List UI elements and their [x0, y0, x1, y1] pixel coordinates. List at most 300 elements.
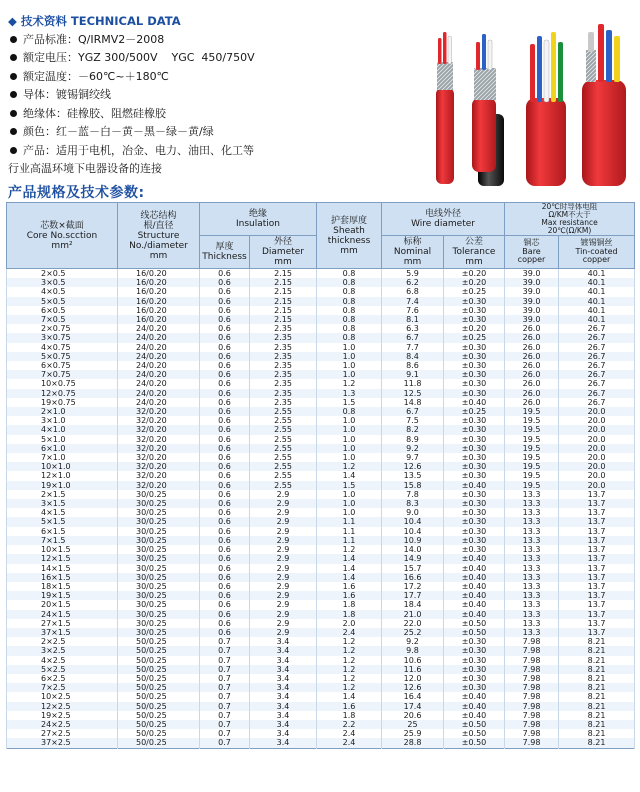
cell-core: 3×0.75	[7, 333, 118, 342]
cell-structure: 30/0.25	[118, 610, 200, 619]
cell-bare-copper: 19.5	[505, 444, 559, 453]
cell-sheath: 1.1	[317, 536, 382, 545]
header-resistance: 20℃时导体电阻 Ω/KM不大于 Max resistance 20℃(Ω/KM)	[505, 203, 635, 236]
table-row	[7, 425, 635, 434]
cell-tolerance: ±0.40	[444, 573, 505, 582]
cell-sheath: 1.0	[317, 444, 382, 453]
cell-core: 27×1.5	[7, 619, 118, 628]
table-row	[7, 508, 635, 517]
cell-core: 2×0.5	[7, 269, 118, 279]
cell-core: 20×1.5	[7, 600, 118, 609]
cell-bare-copper: 13.3	[505, 628, 559, 637]
header-nominal: 标称 Nominal mm	[382, 236, 444, 269]
cell-diameter: 3.4	[250, 683, 317, 692]
table-row	[7, 628, 635, 637]
cell-sheath: 1.0	[317, 352, 382, 361]
cell-core: 4×1.5	[7, 508, 118, 517]
cell-nominal: 17.4	[382, 702, 444, 711]
cell-bare-copper: 7.98	[505, 646, 559, 655]
cell-nominal: 12.6	[382, 462, 444, 471]
cell-tin-coated-copper: 8.21	[559, 665, 635, 674]
cell-thickness: 0.6	[200, 444, 250, 453]
cell-nominal: 10.4	[382, 517, 444, 526]
cell-nominal: 25.9	[382, 729, 444, 738]
cell-structure: 50/0.25	[118, 720, 200, 729]
table-row	[7, 444, 635, 453]
cell-tolerance: ±0.40	[444, 398, 505, 407]
cell-diameter: 2.15	[250, 306, 317, 315]
cell-nominal: 9.1	[382, 370, 444, 379]
cell-core: 37×1.5	[7, 628, 118, 637]
cell-bare-copper: 7.98	[505, 674, 559, 683]
table-row	[7, 379, 635, 388]
cell-tolerance: ±0.50	[444, 729, 505, 738]
cell-diameter: 3.4	[250, 674, 317, 683]
cell-core: 12×1.5	[7, 554, 118, 563]
spec-item	[8, 68, 418, 87]
cell-bare-copper: 7.98	[505, 683, 559, 692]
cell-sheath: 0.8	[317, 297, 382, 306]
cell-tolerance: ±0.40	[444, 481, 505, 490]
cell-tolerance: ±0.30	[444, 545, 505, 554]
cell-structure: 32/0.20	[118, 453, 200, 462]
cell-bare-copper: 7.98	[505, 656, 559, 665]
table-row	[7, 619, 635, 628]
cell-thickness: 0.6	[200, 269, 250, 279]
cell-structure: 50/0.25	[118, 738, 200, 748]
cell-core: 7×0.75	[7, 370, 118, 379]
cell-bare-copper: 7.98	[505, 702, 559, 711]
cell-diameter: 2.35	[250, 361, 317, 370]
cell-bare-copper: 39.0	[505, 278, 559, 287]
cell-tin-coated-copper: 8.21	[559, 683, 635, 692]
table-row	[7, 287, 635, 296]
cell-diameter: 2.9	[250, 527, 317, 536]
cell-thickness: 0.6	[200, 591, 250, 600]
cell-tin-coated-copper: 13.7	[559, 628, 635, 637]
cell-tolerance: ±0.30	[444, 453, 505, 462]
table-row	[7, 738, 635, 748]
cell-diameter: 3.4	[250, 711, 317, 720]
cell-tolerance: ±0.50	[444, 619, 505, 628]
cell-diameter: 2.55	[250, 425, 317, 434]
cell-nominal: 13.5	[382, 471, 444, 480]
cell-structure: 16/0.20	[118, 297, 200, 306]
cell-diameter: 3.4	[250, 720, 317, 729]
cell-bare-copper: 13.3	[505, 582, 559, 591]
cell-nominal: 6.8	[382, 287, 444, 296]
cell-tin-coated-copper: 13.7	[559, 527, 635, 536]
cell-structure: 16/0.20	[118, 315, 200, 324]
cell-core: 19×1.5	[7, 591, 118, 600]
cell-diameter: 2.55	[250, 471, 317, 480]
cell-structure: 30/0.25	[118, 628, 200, 637]
cell-diameter: 2.35	[250, 398, 317, 407]
cell-thickness: 0.6	[200, 398, 250, 407]
cell-structure: 32/0.20	[118, 425, 200, 434]
cell-sheath: 0.8	[317, 324, 382, 333]
cell-core: 3×1.0	[7, 416, 118, 425]
bullet-icon	[10, 147, 17, 154]
cell-tin-coated-copper: 26.7	[559, 324, 635, 333]
cell-structure: 32/0.20	[118, 471, 200, 480]
cell-nominal: 9.7	[382, 453, 444, 462]
cell-tin-coated-copper: 8.21	[559, 720, 635, 729]
spec-item	[8, 31, 418, 50]
cell-tin-coated-copper: 40.1	[559, 315, 635, 324]
cell-core: 4×2.5	[7, 656, 118, 665]
table-row	[7, 582, 635, 591]
cell-sheath: 1.5	[317, 398, 382, 407]
cell-core: 6×2.5	[7, 674, 118, 683]
cell-tin-coated-copper: 40.1	[559, 306, 635, 315]
cable-red-multicore	[526, 98, 566, 186]
spec-item-text: 产品：适用于电机，冶金、电力、油田、化工等	[23, 143, 254, 157]
cell-tolerance: ±0.40	[444, 600, 505, 609]
cell-bare-copper: 39.0	[505, 315, 559, 324]
cell-thickness: 0.6	[200, 527, 250, 536]
header-wire-diameter: 电线外径 Wire diameter	[382, 203, 505, 236]
spec-item-text: 颜色：红－蓝－白－黄－黑－绿－黄/绿	[23, 125, 214, 138]
bullet-icon	[10, 91, 17, 98]
spec-item	[8, 49, 418, 68]
cell-core: 6×1.0	[7, 444, 118, 453]
cell-sheath: 1.8	[317, 610, 382, 619]
cell-thickness: 0.6	[200, 619, 250, 628]
cell-nominal: 8.4	[382, 352, 444, 361]
cell-thickness: 0.6	[200, 471, 250, 480]
cell-bare-copper: 13.3	[505, 527, 559, 536]
cell-bare-copper: 7.98	[505, 711, 559, 720]
header-insulation: 绝缘 Insulation	[200, 203, 317, 236]
cell-structure: 24/0.20	[118, 370, 200, 379]
cell-thickness: 0.6	[200, 333, 250, 342]
cell-diameter: 2.9	[250, 610, 317, 619]
cell-nominal: 16.6	[382, 573, 444, 582]
cell-nominal: 25.2	[382, 628, 444, 637]
cell-core: 7×2.5	[7, 683, 118, 692]
cell-bare-copper: 26.0	[505, 389, 559, 398]
cell-tin-coated-copper: 20.0	[559, 453, 635, 462]
table-row	[7, 389, 635, 398]
spec-item	[8, 123, 418, 142]
cell-structure: 16/0.20	[118, 278, 200, 287]
cell-tolerance: ±0.30	[444, 306, 505, 315]
cell-thickness: 0.6	[200, 499, 250, 508]
cell-tin-coated-copper: 13.7	[559, 600, 635, 609]
cell-tin-coated-copper: 13.7	[559, 517, 635, 526]
cell-tin-coated-copper: 26.7	[559, 379, 635, 388]
cell-core: 7×1.5	[7, 536, 118, 545]
cell-sheath: 1.0	[317, 416, 382, 425]
table-row	[7, 665, 635, 674]
table-row	[7, 435, 635, 444]
cell-thickness: 0.6	[200, 600, 250, 609]
spec-table	[6, 202, 635, 749]
cell-thickness: 0.6	[200, 610, 250, 619]
cell-structure: 24/0.20	[118, 352, 200, 361]
table-row	[7, 462, 635, 471]
cell-structure: 30/0.25	[118, 591, 200, 600]
cell-structure: 30/0.25	[118, 527, 200, 536]
table-row	[7, 545, 635, 554]
cell-bare-copper: 19.5	[505, 425, 559, 434]
cell-tolerance: ±0.30	[444, 637, 505, 646]
cell-core: 12×2.5	[7, 702, 118, 711]
table-row	[7, 527, 635, 536]
table-row	[7, 656, 635, 665]
cell-nominal: 8.9	[382, 435, 444, 444]
cell-thickness: 0.6	[200, 628, 250, 637]
cell-thickness: 0.6	[200, 564, 250, 573]
cell-tin-coated-copper: 20.0	[559, 425, 635, 434]
cell-core: 2×0.75	[7, 324, 118, 333]
cell-sheath: 1.3	[317, 389, 382, 398]
cell-structure: 50/0.25	[118, 692, 200, 701]
cell-diameter: 2.9	[250, 499, 317, 508]
cell-tin-coated-copper: 8.21	[559, 637, 635, 646]
cell-diameter: 2.35	[250, 370, 317, 379]
cell-diameter: 3.4	[250, 637, 317, 646]
cell-core: 7×0.5	[7, 315, 118, 324]
cell-core: 18×1.5	[7, 582, 118, 591]
cell-bare-copper: 13.3	[505, 545, 559, 554]
cell-tolerance: ±0.30	[444, 425, 505, 434]
cell-thickness: 0.6	[200, 416, 250, 425]
cell-tin-coated-copper: 26.7	[559, 370, 635, 379]
table-row	[7, 416, 635, 425]
header-diameter: 外径 Diameter mm	[250, 236, 317, 269]
cell-diameter: 2.55	[250, 481, 317, 490]
cell-tolerance: ±0.40	[444, 610, 505, 619]
cell-sheath: 0.8	[317, 269, 382, 279]
cell-bare-copper: 13.3	[505, 610, 559, 619]
cell-tolerance: ±0.50	[444, 628, 505, 637]
cell-tolerance: ±0.25	[444, 287, 505, 296]
cell-bare-copper: 26.0	[505, 398, 559, 407]
cell-bare-copper: 39.0	[505, 287, 559, 296]
cell-diameter: 3.4	[250, 646, 317, 655]
cell-thickness: 0.6	[200, 582, 250, 591]
cell-nominal: 7.6	[382, 306, 444, 315]
cell-bare-copper: 26.0	[505, 324, 559, 333]
cell-core: 5×0.75	[7, 352, 118, 361]
cell-sheath: 1.0	[317, 435, 382, 444]
cell-structure: 30/0.25	[118, 545, 200, 554]
cell-diameter: 2.15	[250, 315, 317, 324]
cell-tin-coated-copper: 20.0	[559, 481, 635, 490]
cell-diameter: 2.9	[250, 573, 317, 582]
table-row	[7, 610, 635, 619]
cell-bare-copper: 39.0	[505, 306, 559, 315]
cell-tolerance: ±0.30	[444, 490, 505, 499]
cell-tin-coated-copper: 13.7	[559, 591, 635, 600]
cell-sheath: 1.0	[317, 343, 382, 352]
cell-structure: 24/0.20	[118, 333, 200, 342]
cell-tolerance: ±0.40	[444, 554, 505, 563]
cell-tin-coated-copper: 20.0	[559, 407, 635, 416]
cell-thickness: 0.6	[200, 287, 250, 296]
cell-thickness: 0.7	[200, 720, 250, 729]
cell-bare-copper: 7.98	[505, 720, 559, 729]
cell-nominal: 8.6	[382, 361, 444, 370]
cell-tin-coated-copper: 8.21	[559, 729, 635, 738]
cell-core: 24×1.5	[7, 610, 118, 619]
cell-sheath: 1.4	[317, 554, 382, 563]
cell-thickness: 0.6	[200, 361, 250, 370]
cell-core: 10×0.75	[7, 379, 118, 388]
cell-core: 2×2.5	[7, 637, 118, 646]
cell-bare-copper: 7.98	[505, 637, 559, 646]
table-row	[7, 674, 635, 683]
cell-bare-copper: 13.3	[505, 508, 559, 517]
cell-tolerance: ±0.30	[444, 674, 505, 683]
header-sheath: 护套厚度 Sheath thickness mm	[317, 203, 382, 269]
cell-sheath: 1.2	[317, 683, 382, 692]
cell-bare-copper: 13.3	[505, 564, 559, 573]
cell-tolerance: ±0.20	[444, 324, 505, 333]
cell-core: 6×0.5	[7, 306, 118, 315]
cell-diameter: 3.4	[250, 738, 317, 748]
cell-core: 19×0.75	[7, 398, 118, 407]
cell-bare-copper: 26.0	[505, 379, 559, 388]
cell-nominal: 7.4	[382, 297, 444, 306]
cell-tin-coated-copper: 26.7	[559, 343, 635, 352]
cell-nominal: 12.5	[382, 389, 444, 398]
bullet-icon	[10, 54, 17, 61]
cell-structure: 50/0.25	[118, 683, 200, 692]
table-row	[7, 407, 635, 416]
cell-tolerance: ±0.30	[444, 499, 505, 508]
cell-tin-coated-copper: 13.7	[559, 573, 635, 582]
cell-structure: 50/0.25	[118, 702, 200, 711]
cell-core: 2×1.0	[7, 407, 118, 416]
table-row	[7, 352, 635, 361]
cell-tolerance: ±0.30	[444, 683, 505, 692]
cell-sheath: 1.5	[317, 481, 382, 490]
cell-sheath: 1.2	[317, 646, 382, 655]
cell-thickness: 0.6	[200, 490, 250, 499]
spec-table-body	[7, 269, 635, 749]
table-row	[7, 481, 635, 490]
cell-tin-coated-copper: 13.7	[559, 582, 635, 591]
cell-sheath: 1.4	[317, 573, 382, 582]
cell-diameter: 2.9	[250, 600, 317, 609]
cell-tolerance: ±0.30	[444, 297, 505, 306]
cell-bare-copper: 26.0	[505, 343, 559, 352]
cell-diameter: 2.55	[250, 435, 317, 444]
cell-sheath: 1.2	[317, 379, 382, 388]
cell-nominal: 20.6	[382, 711, 444, 720]
cell-sheath: 1.2	[317, 637, 382, 646]
cell-thickness: 0.6	[200, 324, 250, 333]
cell-thickness: 0.6	[200, 407, 250, 416]
table-row	[7, 692, 635, 701]
technical-data-heading-text: 技术资料 TECHNICAL DATA	[20, 14, 181, 28]
cell-core: 37×2.5	[7, 738, 118, 748]
cell-tin-coated-copper: 40.1	[559, 278, 635, 287]
cell-core: 19×1.0	[7, 481, 118, 490]
cell-bare-copper: 26.0	[505, 370, 559, 379]
cell-bare-copper: 26.0	[505, 333, 559, 342]
cell-thickness: 0.6	[200, 370, 250, 379]
cell-diameter: 2.35	[250, 333, 317, 342]
cell-tolerance: ±0.30	[444, 527, 505, 536]
cell-tolerance: ±0.30	[444, 435, 505, 444]
table-row	[7, 729, 635, 738]
cell-structure: 30/0.25	[118, 554, 200, 563]
cell-tolerance: ±0.50	[444, 738, 505, 748]
cell-nominal: 10.9	[382, 536, 444, 545]
cell-sheath: 2.4	[317, 628, 382, 637]
cell-tin-coated-copper: 13.7	[559, 545, 635, 554]
cell-diameter: 2.35	[250, 324, 317, 333]
spec-table-header	[7, 203, 635, 269]
cell-sheath: 0.8	[317, 407, 382, 416]
table-row	[7, 702, 635, 711]
table-row	[7, 315, 635, 324]
cell-nominal: 21.0	[382, 610, 444, 619]
cell-sheath: 0.8	[317, 287, 382, 296]
cell-nominal: 10.4	[382, 527, 444, 536]
cell-diameter: 2.35	[250, 379, 317, 388]
cell-tin-coated-copper: 8.21	[559, 674, 635, 683]
cell-thickness: 0.6	[200, 278, 250, 287]
cell-core: 5×1.0	[7, 435, 118, 444]
cell-sheath: 1.0	[317, 361, 382, 370]
cell-tin-coated-copper: 26.7	[559, 398, 635, 407]
cell-thickness: 0.6	[200, 554, 250, 563]
cell-structure: 24/0.20	[118, 343, 200, 352]
cell-nominal: 9.0	[382, 508, 444, 517]
cell-thickness: 0.6	[200, 545, 250, 554]
cell-core: 24×2.5	[7, 720, 118, 729]
cell-core: 4×0.75	[7, 343, 118, 352]
cell-core: 5×1.5	[7, 517, 118, 526]
cell-sheath: 1.6	[317, 591, 382, 600]
cell-nominal: 10.6	[382, 656, 444, 665]
cell-thickness: 0.7	[200, 692, 250, 701]
cell-tolerance: ±0.30	[444, 389, 505, 398]
cell-structure: 50/0.25	[118, 646, 200, 655]
cell-tolerance: ±0.40	[444, 692, 505, 701]
cell-sheath: 2.0	[317, 619, 382, 628]
cable-thin-red	[436, 88, 454, 184]
cell-bare-copper: 19.5	[505, 471, 559, 480]
table-row	[7, 333, 635, 342]
cell-nominal: 17.7	[382, 591, 444, 600]
cell-structure: 50/0.25	[118, 656, 200, 665]
cell-tolerance: ±0.30	[444, 508, 505, 517]
cell-bare-copper: 19.5	[505, 481, 559, 490]
spec-item	[8, 105, 418, 124]
cell-nominal: 6.7	[382, 333, 444, 342]
table-row	[7, 711, 635, 720]
cell-diameter: 2.35	[250, 352, 317, 361]
cell-bare-copper: 13.3	[505, 536, 559, 545]
cell-nominal: 5.9	[382, 269, 444, 279]
cell-bare-copper: 7.98	[505, 729, 559, 738]
cell-core: 19×2.5	[7, 711, 118, 720]
cell-thickness: 0.6	[200, 379, 250, 388]
cell-tin-coated-copper: 26.7	[559, 389, 635, 398]
cell-nominal: 6.7	[382, 407, 444, 416]
cell-tin-coated-copper: 13.7	[559, 499, 635, 508]
cell-core: 6×1.5	[7, 527, 118, 536]
cell-structure: 50/0.25	[118, 711, 200, 720]
cell-nominal: 9.2	[382, 444, 444, 453]
cell-diameter: 2.15	[250, 278, 317, 287]
